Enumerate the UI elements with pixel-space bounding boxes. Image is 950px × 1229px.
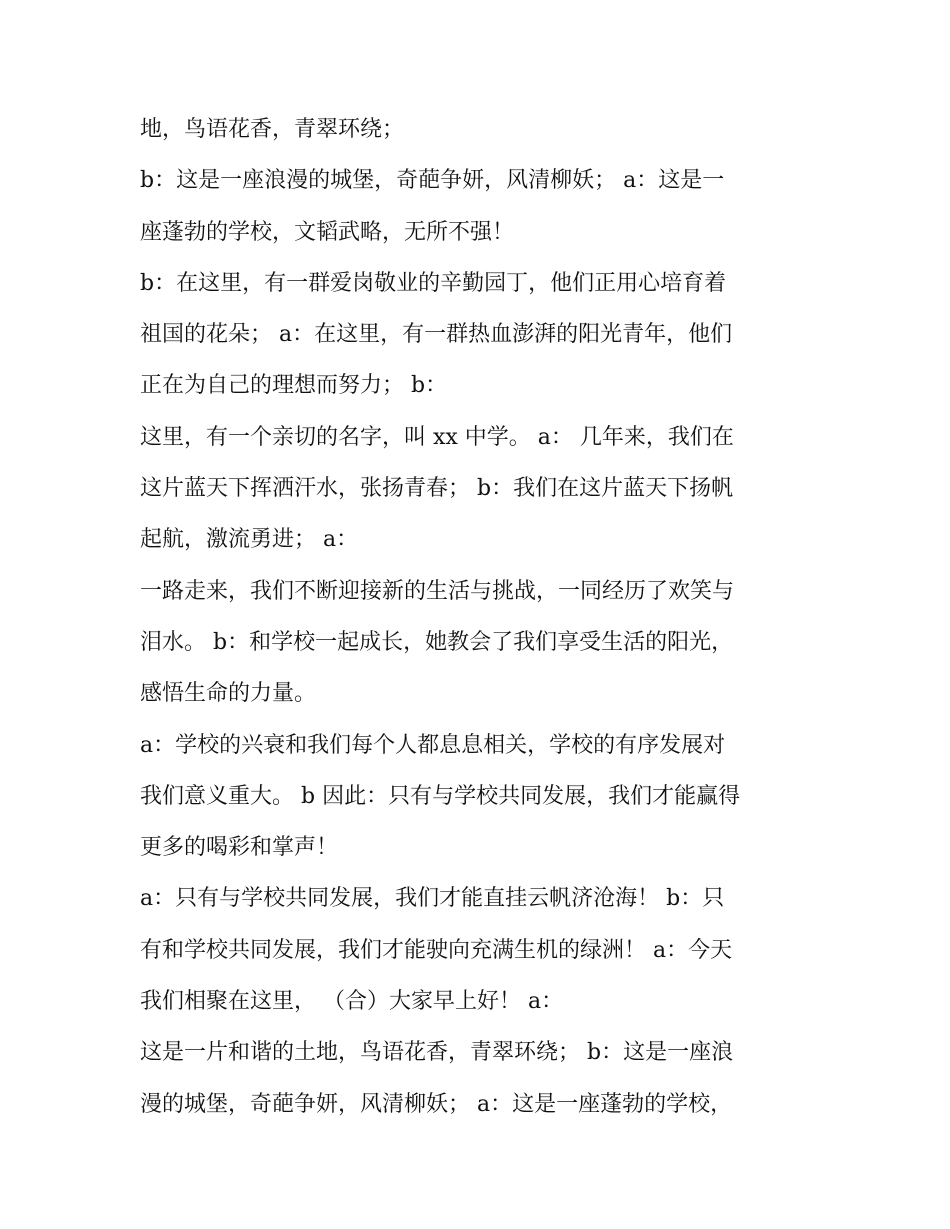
text-line: 起航，激流勇进； a：: [140, 527, 359, 553]
text-line: 更多的喝彩和掌声！: [140, 835, 339, 861]
text-line: 我们相聚在这里， （合）大家早上好！ a：: [140, 989, 564, 1015]
text-line: b：在这里，有一群爱岗敬业的辛勤园丁，他们正用心培育着: [140, 270, 727, 296]
text-line: 祖国的花朵； a：在这里，有一群热血澎湃的阳光青年，他们: [140, 322, 733, 348]
text-line: a：只有与学校共同发展，我们才能直挂云帆济沧海！ b：只: [140, 886, 725, 912]
text-line: b：这是一座浪漫的城堡，奇葩争妍，风清柳妖； a：这是一: [140, 168, 725, 194]
text-line: 地，鸟语花香，青翠环绕；: [140, 117, 405, 142]
text-line: 泪水。 b：和学校一起成长，她教会了我们享受生活的阳光，: [140, 629, 734, 655]
text-line: 感悟生命的力量。: [140, 681, 317, 707]
text-line: 漫的城堡，奇葩争妍，风清柳妖； a：这是一座蓬勃的学校，: [140, 1091, 733, 1117]
text-line: 座蓬勃的学校，文韬武略，无所不强！: [140, 219, 515, 245]
text-line: 正在为自己的理想而努力； b：: [140, 373, 448, 399]
text-line: 我们意义重大。 b 因此：只有与学校共同发展，我们才能赢得: [140, 783, 741, 809]
text-line: 一路走来，我们不断迎接新的生活与挑战，一同经历了欢笑与: [140, 578, 735, 604]
body-text: [140, 108, 820, 1134]
text-line: 有和学校共同发展，我们才能驶向充满生机的绿洲！ a：今天: [140, 937, 733, 963]
text-line: 这里，有一个亲切的名字，叫 xx 中学。 a： 几年来，我们在: [140, 424, 734, 450]
text-line: a：学校的兴衰和我们每个人都息息相关，学校的有序发展对: [140, 732, 726, 758]
text-line: 这是一片和谐的土地，鸟语花香，青翠环绕； b：这是一座浪: [140, 1040, 734, 1066]
text-line: 这片蓝天下挥洒汗水，张扬青春； b：我们在这片蓝天下扬帆: [140, 476, 734, 502]
